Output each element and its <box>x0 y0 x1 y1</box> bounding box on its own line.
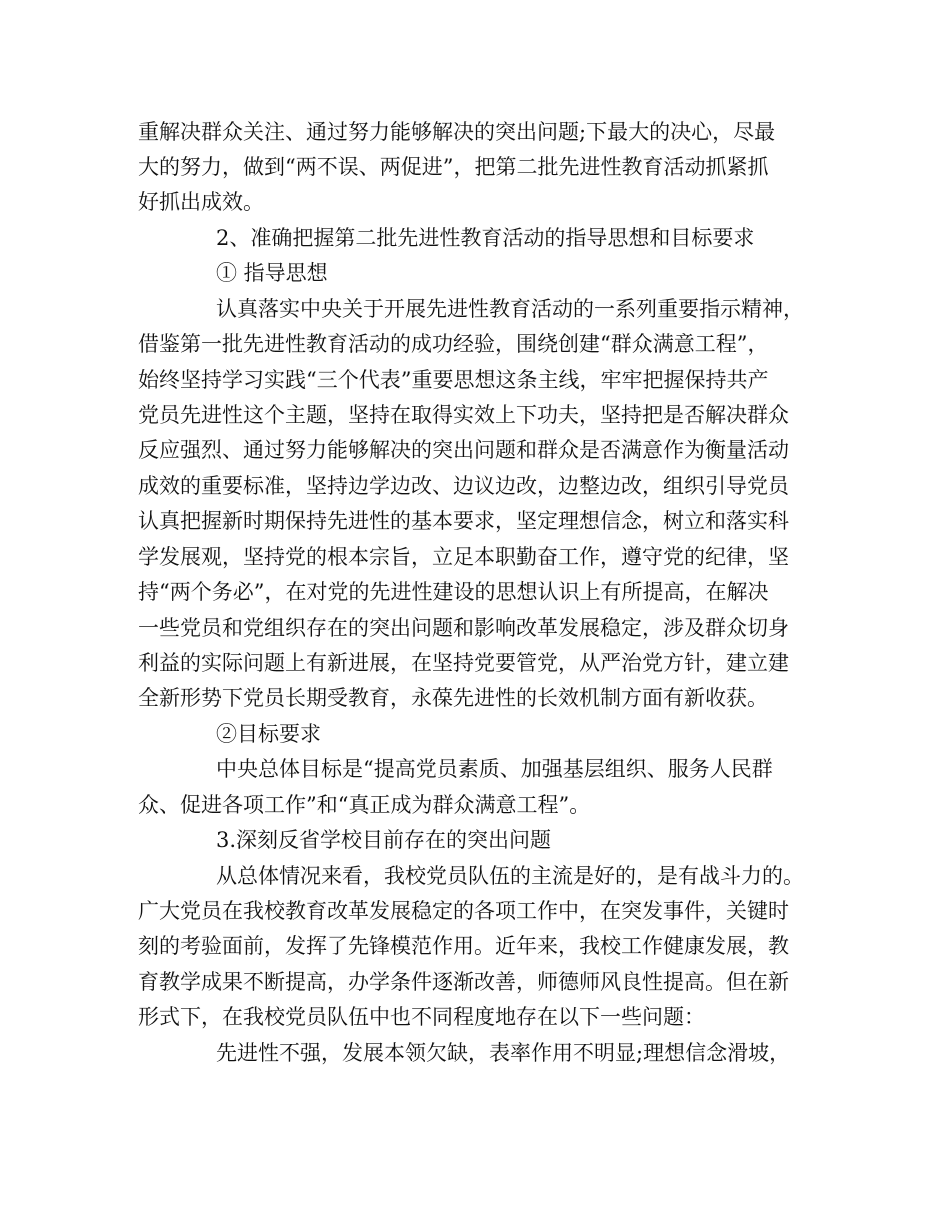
text-line: 刻的考验面前，发挥了先锋模范作用。近年来，我校工作健康发展，教 <box>138 934 789 958</box>
text-line: 育教学成果不断提高，办学条件逐渐改善，师德师风良性提高。但在新 <box>138 970 789 994</box>
subsection-heading: ① 指导思想 <box>216 261 328 285</box>
text-line: 重解决群众关注、通过努力能够解决的突出问题;下最大的决心，尽最 <box>138 120 776 144</box>
text-line: 持“两个务必”，在对党的先进性建设的思想认识上有所提高，在解决 <box>138 580 769 604</box>
text-line: 利益的实际问题上有新进展，在坚持党要管党，从严治党方针，建立建 <box>138 651 789 675</box>
text-line: 一些党员和党组织存在的突出问题和影响改革发展稳定，涉及群众切身 <box>138 616 789 640</box>
text-line: 中央总体目标是“提高党员素质、加强基层组织、服务人民群 <box>216 757 773 781</box>
text-line: 形式下，在我校党员队伍中也不同程度地存在以下一些问题： <box>138 1005 705 1029</box>
text-line: 全新形势下党员长期受教育，永葆先进性的长效机制方面有新收获。 <box>138 686 768 710</box>
text-line: 借鉴第一批先进性教育活动的成功经验，围绕创建“群众满意工程”， <box>138 332 769 356</box>
text-line: 广大党员在我校教育改革发展稳定的各项工作中，在突发事件，关键时 <box>138 899 789 923</box>
text-line: 反应强烈、通过努力能够解决的突出问题和群众是否满意作为衡量活动 <box>138 438 789 462</box>
text-line: 众、促进各项工作”和“真正成为群众满意工程”。 <box>138 793 591 817</box>
text-line: 成效的重要标准，坚持边学边改、边议边改，边整边改，组织引导党员 <box>138 474 789 498</box>
text-line: 学发展观，坚持党的根本宗旨，立足本职勤奋工作，遵守党的纪律，坚 <box>138 545 789 569</box>
text-line: 认真落实中央关于开展先进性教育活动的一系列重要指示精神， <box>216 297 804 321</box>
text-line: 先进性不强，发展本领欠缺，表率作用不明显;理想信念滑坡， <box>216 1041 791 1065</box>
text-line: 认真把握新时期保持先进性的基本要求，坚定理想信念，树立和落实科 <box>138 509 789 533</box>
text-line: 好抓出成效。 <box>138 190 264 214</box>
subsection-heading: ②目标要求 <box>216 722 321 746</box>
text-line: 始终坚持学习实践“三个代表”重要思想这条主线，牢牢把握保持共产 <box>138 368 769 392</box>
text-line: 大的努力，做到“两不误、两促进”，把第二批先进性教育活动抓紧抓 <box>138 155 769 179</box>
section-heading: 2、准确把握第二批先进性教育活动的指导思想和目标要求 <box>216 226 755 250</box>
text-line: 党员先进性这个主题，坚持在取得实效上下功夫，坚持把是否解决群众 <box>138 403 789 427</box>
text-line: 从总体情况来看，我校党员队伍的主流是好的，是有战斗力的。 <box>216 864 804 888</box>
section-heading: 3.深刻反省学校目前存在的突出问题 <box>216 828 552 852</box>
